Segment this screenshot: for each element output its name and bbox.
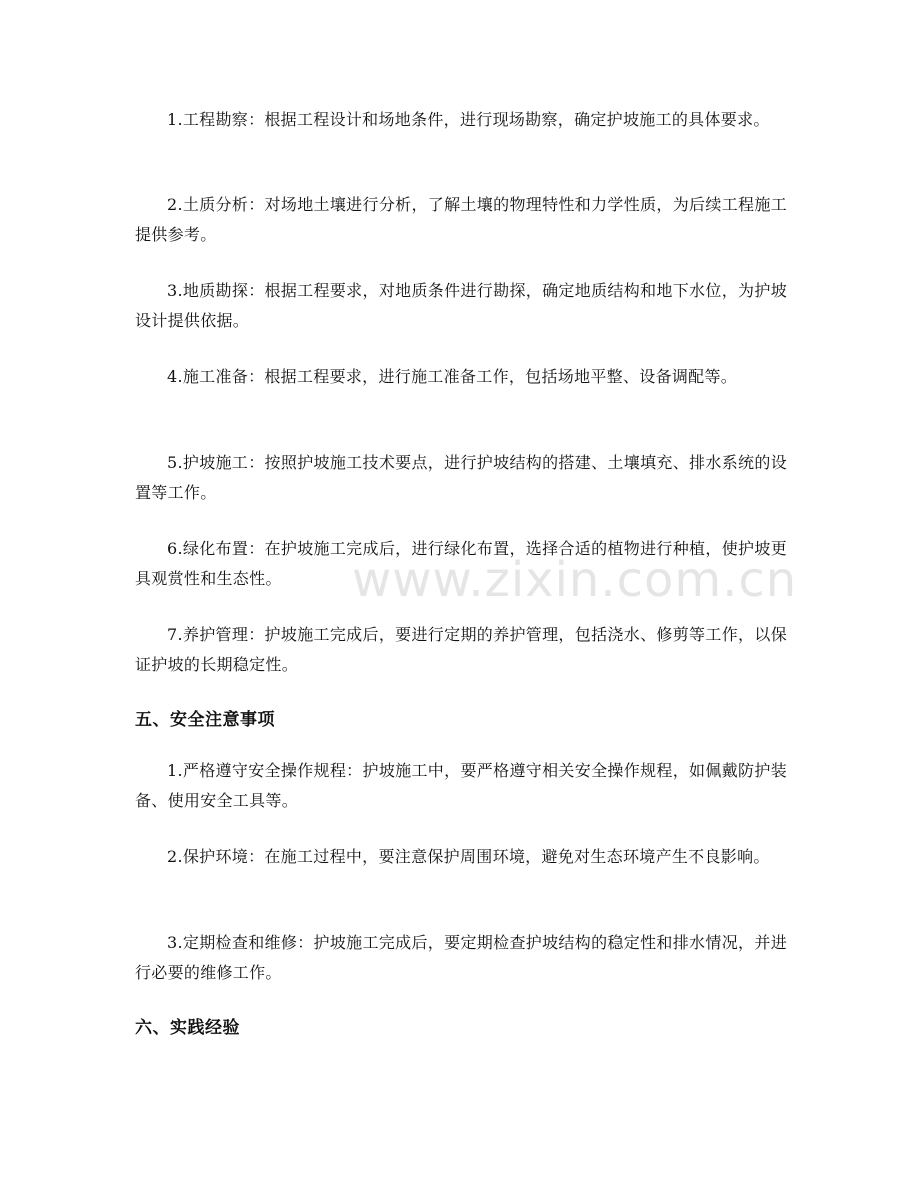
paragraph-soil-analysis: 2.土质分析：对场地土壤进行分析，了解土壤的物理特性和力学性质，为后续工程施工提供参考。 bbox=[135, 195, 787, 244]
paragraph-maintenance: 7.养护管理：护坡施工完成后，要进行定期的养护管理，包括浇水、修剪等工作，以保证护坡的长期稳定性。 bbox=[135, 625, 787, 674]
paragraph-environment: 2.保护环境：在施工过程中，要注意保护周围环境，避免对生态环境产生不良影响。 bbox=[167, 847, 770, 866]
section-heading-experience: 六、实践经验 bbox=[135, 1018, 240, 1038]
watermark: www.zixin.com.cn bbox=[352, 552, 798, 608]
paragraph-greening: 6.绿化布置：在护坡施工完成后，进行绿化布置，选择合适的植物进行种植，使护坡更具观赏性和生态性。 bbox=[135, 539, 787, 588]
paragraph-construction-preparation: 4.施工准备：根据工程要求，进行施工准备工作，包括场地平整、设备调配等。 bbox=[167, 367, 738, 386]
paragraph-survey: 1.工程勘察：根据工程设计和场地条件，进行现场勘察，确定护坡施工的具体要求。 bbox=[167, 110, 770, 129]
paragraph-slope-construction: 5.护坡施工：按照护坡施工技术要点，进行护坡结构的搭建、土壤填充、排水系统的设置等工作。 bbox=[135, 453, 787, 502]
paragraph-inspection: 3.定期检查和维修：护坡施工完成后，要定期检查护坡结构的稳定性和排水情况，并进行必要的维修工作。 bbox=[135, 933, 787, 982]
paragraph-safety-rules: 1.严格遵守安全操作规程：护坡施工中，要严格遵守相关安全操作规程，如佩戴防护装备、使用安全工具等。 bbox=[135, 761, 787, 810]
section-heading-safety: 五、安全注意事项 bbox=[135, 710, 275, 730]
paragraph-geological-exploration: 3.地质勘探：根据工程要求，对地质条件进行勘探，确定地质结构和地下水位，为护坡设计提供依据。 bbox=[135, 281, 787, 330]
